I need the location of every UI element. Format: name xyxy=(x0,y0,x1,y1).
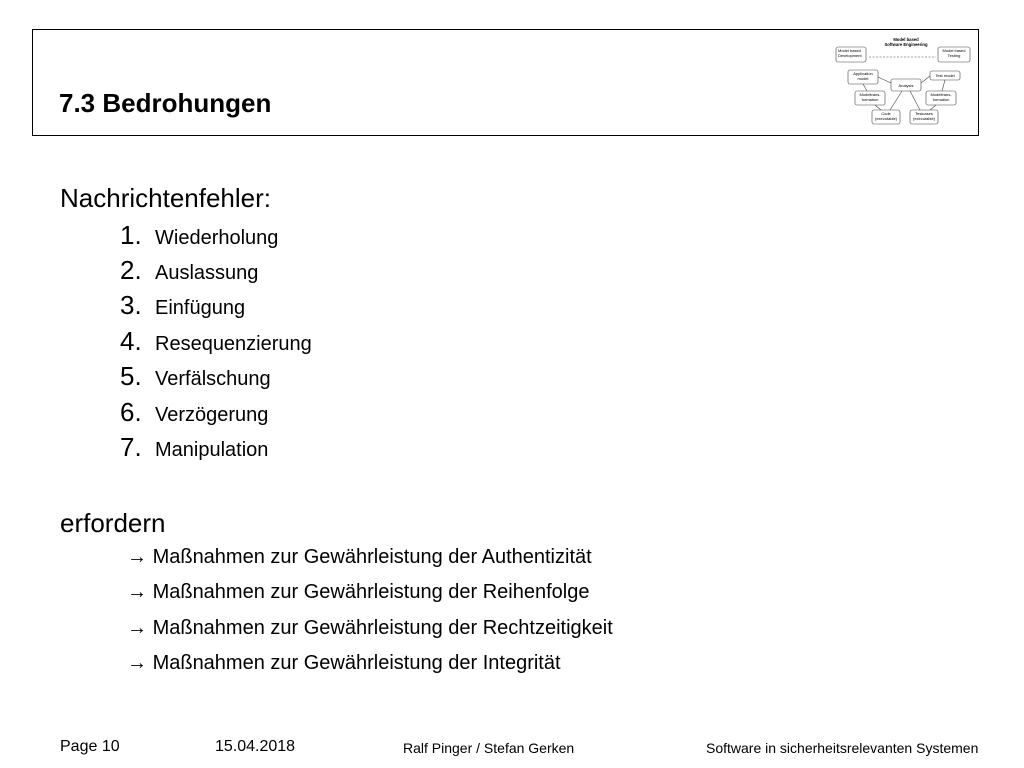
measure-text: Maßnahmen zur Gewährleistung der Rechtzeitigkeit xyxy=(152,617,613,639)
node-app-model-line1: Application xyxy=(853,71,873,76)
list-item-number: 3. xyxy=(120,290,142,320)
node-code-line1: Code xyxy=(881,111,891,116)
measure-text: Maßnahmen zur Gewährleistung der Integrität xyxy=(152,652,561,674)
footer-authors: Ralf Pinger / Stefan Gerken xyxy=(403,740,575,756)
list-item xyxy=(120,361,271,392)
section-heading-requires: erfordern xyxy=(60,508,166,538)
node-transform-left-line1: Modeltrans- xyxy=(859,92,881,97)
node-mbt-line1: Model based xyxy=(942,48,966,53)
arrow-right-icon: → xyxy=(127,581,153,603)
node-mbd-line2: Development xyxy=(838,53,862,58)
arrow-right-icon: → xyxy=(127,546,153,568)
list-item-label: Einfügung xyxy=(155,297,246,319)
list-item xyxy=(120,255,258,286)
measure-item xyxy=(127,581,589,604)
list-item xyxy=(120,432,268,463)
list-item-label: Wiederholung xyxy=(155,227,279,249)
node-transform-right-line1: Modeltrans- xyxy=(930,92,952,97)
measure-item xyxy=(127,617,613,640)
measure-item xyxy=(127,546,592,569)
node-transform-right-line2: formation xyxy=(932,97,950,102)
slide-title: 7.3 Bedrohungen xyxy=(59,88,272,118)
measure-text: Maßnahmen zur Gewährleistung der Reihenfolge xyxy=(152,581,590,603)
node-testcases-line2: (executable) xyxy=(912,116,936,121)
list-item-number: 4. xyxy=(120,326,142,356)
list-item-number: 5. xyxy=(120,361,142,391)
node-code-line2: (executable) xyxy=(874,116,898,121)
footer-date: 15.04.2018 xyxy=(215,738,296,755)
list-item xyxy=(120,220,278,251)
node-transform-left-line2: formation xyxy=(861,97,879,102)
arrow-right-icon: → xyxy=(127,652,153,674)
list-item-label: Manipulation xyxy=(155,439,269,461)
list-item-number: 6. xyxy=(120,397,142,427)
measure-item xyxy=(127,652,561,675)
footer-course: Software in sicherheitsrelevanten Systemen xyxy=(706,740,979,756)
measure-text: Maßnahmen zur Gewährleistung der Authentizität xyxy=(152,546,592,568)
node-mbt-line2: Testing xyxy=(947,53,961,58)
diagram-title-line1: Model based xyxy=(893,37,919,42)
list-item-number: 1. xyxy=(120,220,142,250)
section-heading-message-errors: Nachrichtenfehler: xyxy=(60,183,271,213)
diagram-title-line2: Software Engineering xyxy=(884,42,928,47)
list-item-label: Auslassung xyxy=(155,262,259,284)
list-item-number: 7. xyxy=(120,432,142,462)
list-item-label: Resequenzierung xyxy=(155,333,312,355)
list-item-label: Verzögerung xyxy=(155,404,269,426)
node-testcases-line1: Testcases xyxy=(915,111,933,116)
node-test-model-line1: Test model xyxy=(935,73,955,78)
list-item xyxy=(120,397,268,428)
arrow-right-icon: → xyxy=(127,617,153,639)
list-item-number: 2. xyxy=(120,255,142,285)
list-item xyxy=(120,290,245,321)
list-item xyxy=(120,326,312,357)
node-analysis-line1: Analysis xyxy=(898,83,914,88)
mbse-diagram xyxy=(834,36,976,154)
footer-page-number: Page 10 xyxy=(60,738,120,755)
node-app-model-line2: model xyxy=(857,76,869,81)
node-mbd-line1: Model based xyxy=(838,48,861,53)
list-item-label: Verfälschung xyxy=(155,368,271,390)
